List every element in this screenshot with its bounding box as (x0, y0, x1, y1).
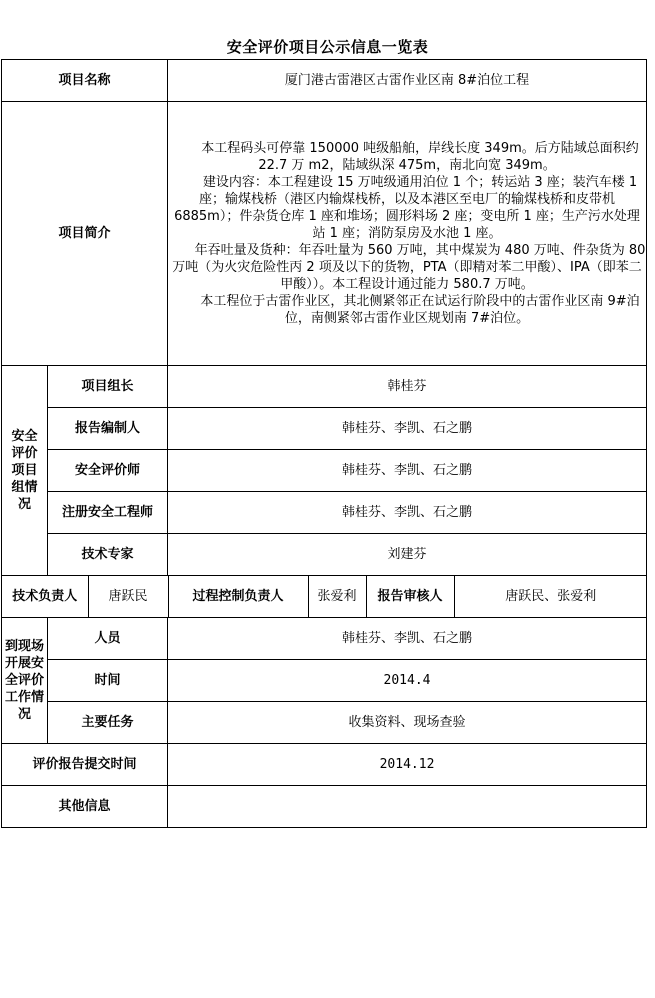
row-responsibles (2, 576, 647, 618)
team-row (2, 492, 647, 534)
team-role-label: 安全评价师 (48, 450, 168, 492)
team-row (2, 534, 647, 576)
site-visit-group-label: 到现场 开展安 全评价 工作情 况 (2, 618, 48, 744)
site-visit-value: 2014.4 (168, 660, 647, 702)
team-role-label: 报告编制人 (48, 408, 168, 450)
project-intro-label: 项目简介 (2, 102, 168, 366)
team-row (2, 450, 647, 492)
site-visit-row (2, 702, 647, 744)
team-group-label: 安全 评价 项目 组情 况 (2, 366, 48, 576)
project-name-value: 厦门港古雷港区古雷作业区南 8#泊位工程 (168, 60, 647, 102)
submit-time-value: 2014.12 (168, 744, 647, 786)
team-role-value: 刘建芬 (168, 534, 647, 576)
document-title: 安全评价项目公示信息一览表 (226, 38, 429, 56)
team-role-value: 韩桂芬、李凯、石之鹏 (168, 408, 647, 450)
site-visit-value: 收集资料、现场查验 (168, 702, 647, 744)
site-visit-row (2, 660, 647, 702)
other-info-label: 其他信息 (2, 786, 168, 828)
project-name-label: 项目名称 (2, 60, 168, 102)
row-project-name (2, 60, 647, 102)
team-role-label: 注册安全工程师 (48, 492, 168, 534)
process-lead-label: 过程控制负责人 (168, 576, 308, 617)
team-role-label: 项目组长 (48, 366, 168, 408)
team-row (2, 408, 647, 450)
tech-lead-label: 技术负责人 (2, 576, 88, 617)
other-info-value (168, 786, 647, 828)
reviewer-value: 唐跃民、张爱利 (505, 589, 597, 604)
site-visit-row (2, 618, 647, 660)
intro-paragraph: 建设内容：本工程建设 15 万吨级通用泊位 1 个；转运站 3 座；装汽车楼 1 座；输煤栈桥（港区内输煤栈桥，以及本港区至电厂的输煤栈桥和皮带机 6885m）；件杂货仓库 1 座和堆场；圆形料场 2 座；变电所 1 座；生产污水处理站 1 座；消防泵房及水池 1 座。 (174, 175, 640, 241)
team-role-value: 韩桂芬、李凯、石之鹏 (168, 450, 647, 492)
reviewer-label: 报告审核人 (366, 576, 454, 617)
tech-lead-value: 唐跃民 (88, 576, 168, 617)
responsibles-cell (2, 576, 647, 618)
row-other-info (2, 786, 647, 828)
intro-paragraph: 本工程位于古雷作业区，其北侧紧邻正在试运行阶段中的古雷作业区南 9#泊位，南侧紧邻古雷作业区规划南 7#泊位。 (200, 294, 640, 326)
site-visit-label: 人员 (48, 618, 168, 660)
intro-paragraph: 年吞吐量及货种：年吞吐量为 560 万吨，其中煤炭为 480 万吨、件杂货为 80 万吨（为火灾危险性丙 2 项及以下的货物，PTA（即精对苯二甲酸）、IPA（即苯二甲酸））。本工程设计通过能力 580.7 万吨。 (172, 243, 646, 292)
info-table (1, 59, 647, 828)
team-role-value: 韩桂芬 (168, 366, 647, 408)
site-visit-label: 时间 (48, 660, 168, 702)
site-visit-value: 韩桂芬、李凯、石之鹏 (168, 618, 647, 660)
project-intro-text (168, 102, 647, 366)
site-visit-label: 主要任务 (48, 702, 168, 744)
team-role-value: 韩桂芬、李凯、石之鹏 (168, 492, 647, 534)
row-project-intro (2, 102, 647, 366)
intro-paragraph: 本工程码头可停靠 150000 吨级船舶，岸线长度 349m。后方陆域总面积约 22.7 万 m2，陆域纵深 475m，南北向宽 349m。 (201, 141, 639, 173)
process-lead-value: 张爱利 (308, 576, 366, 617)
team-row (2, 366, 647, 408)
row-submit-time (2, 744, 647, 786)
team-role-label: 技术专家 (48, 534, 168, 576)
submit-time-label: 评价报告提交时间 (2, 744, 168, 786)
